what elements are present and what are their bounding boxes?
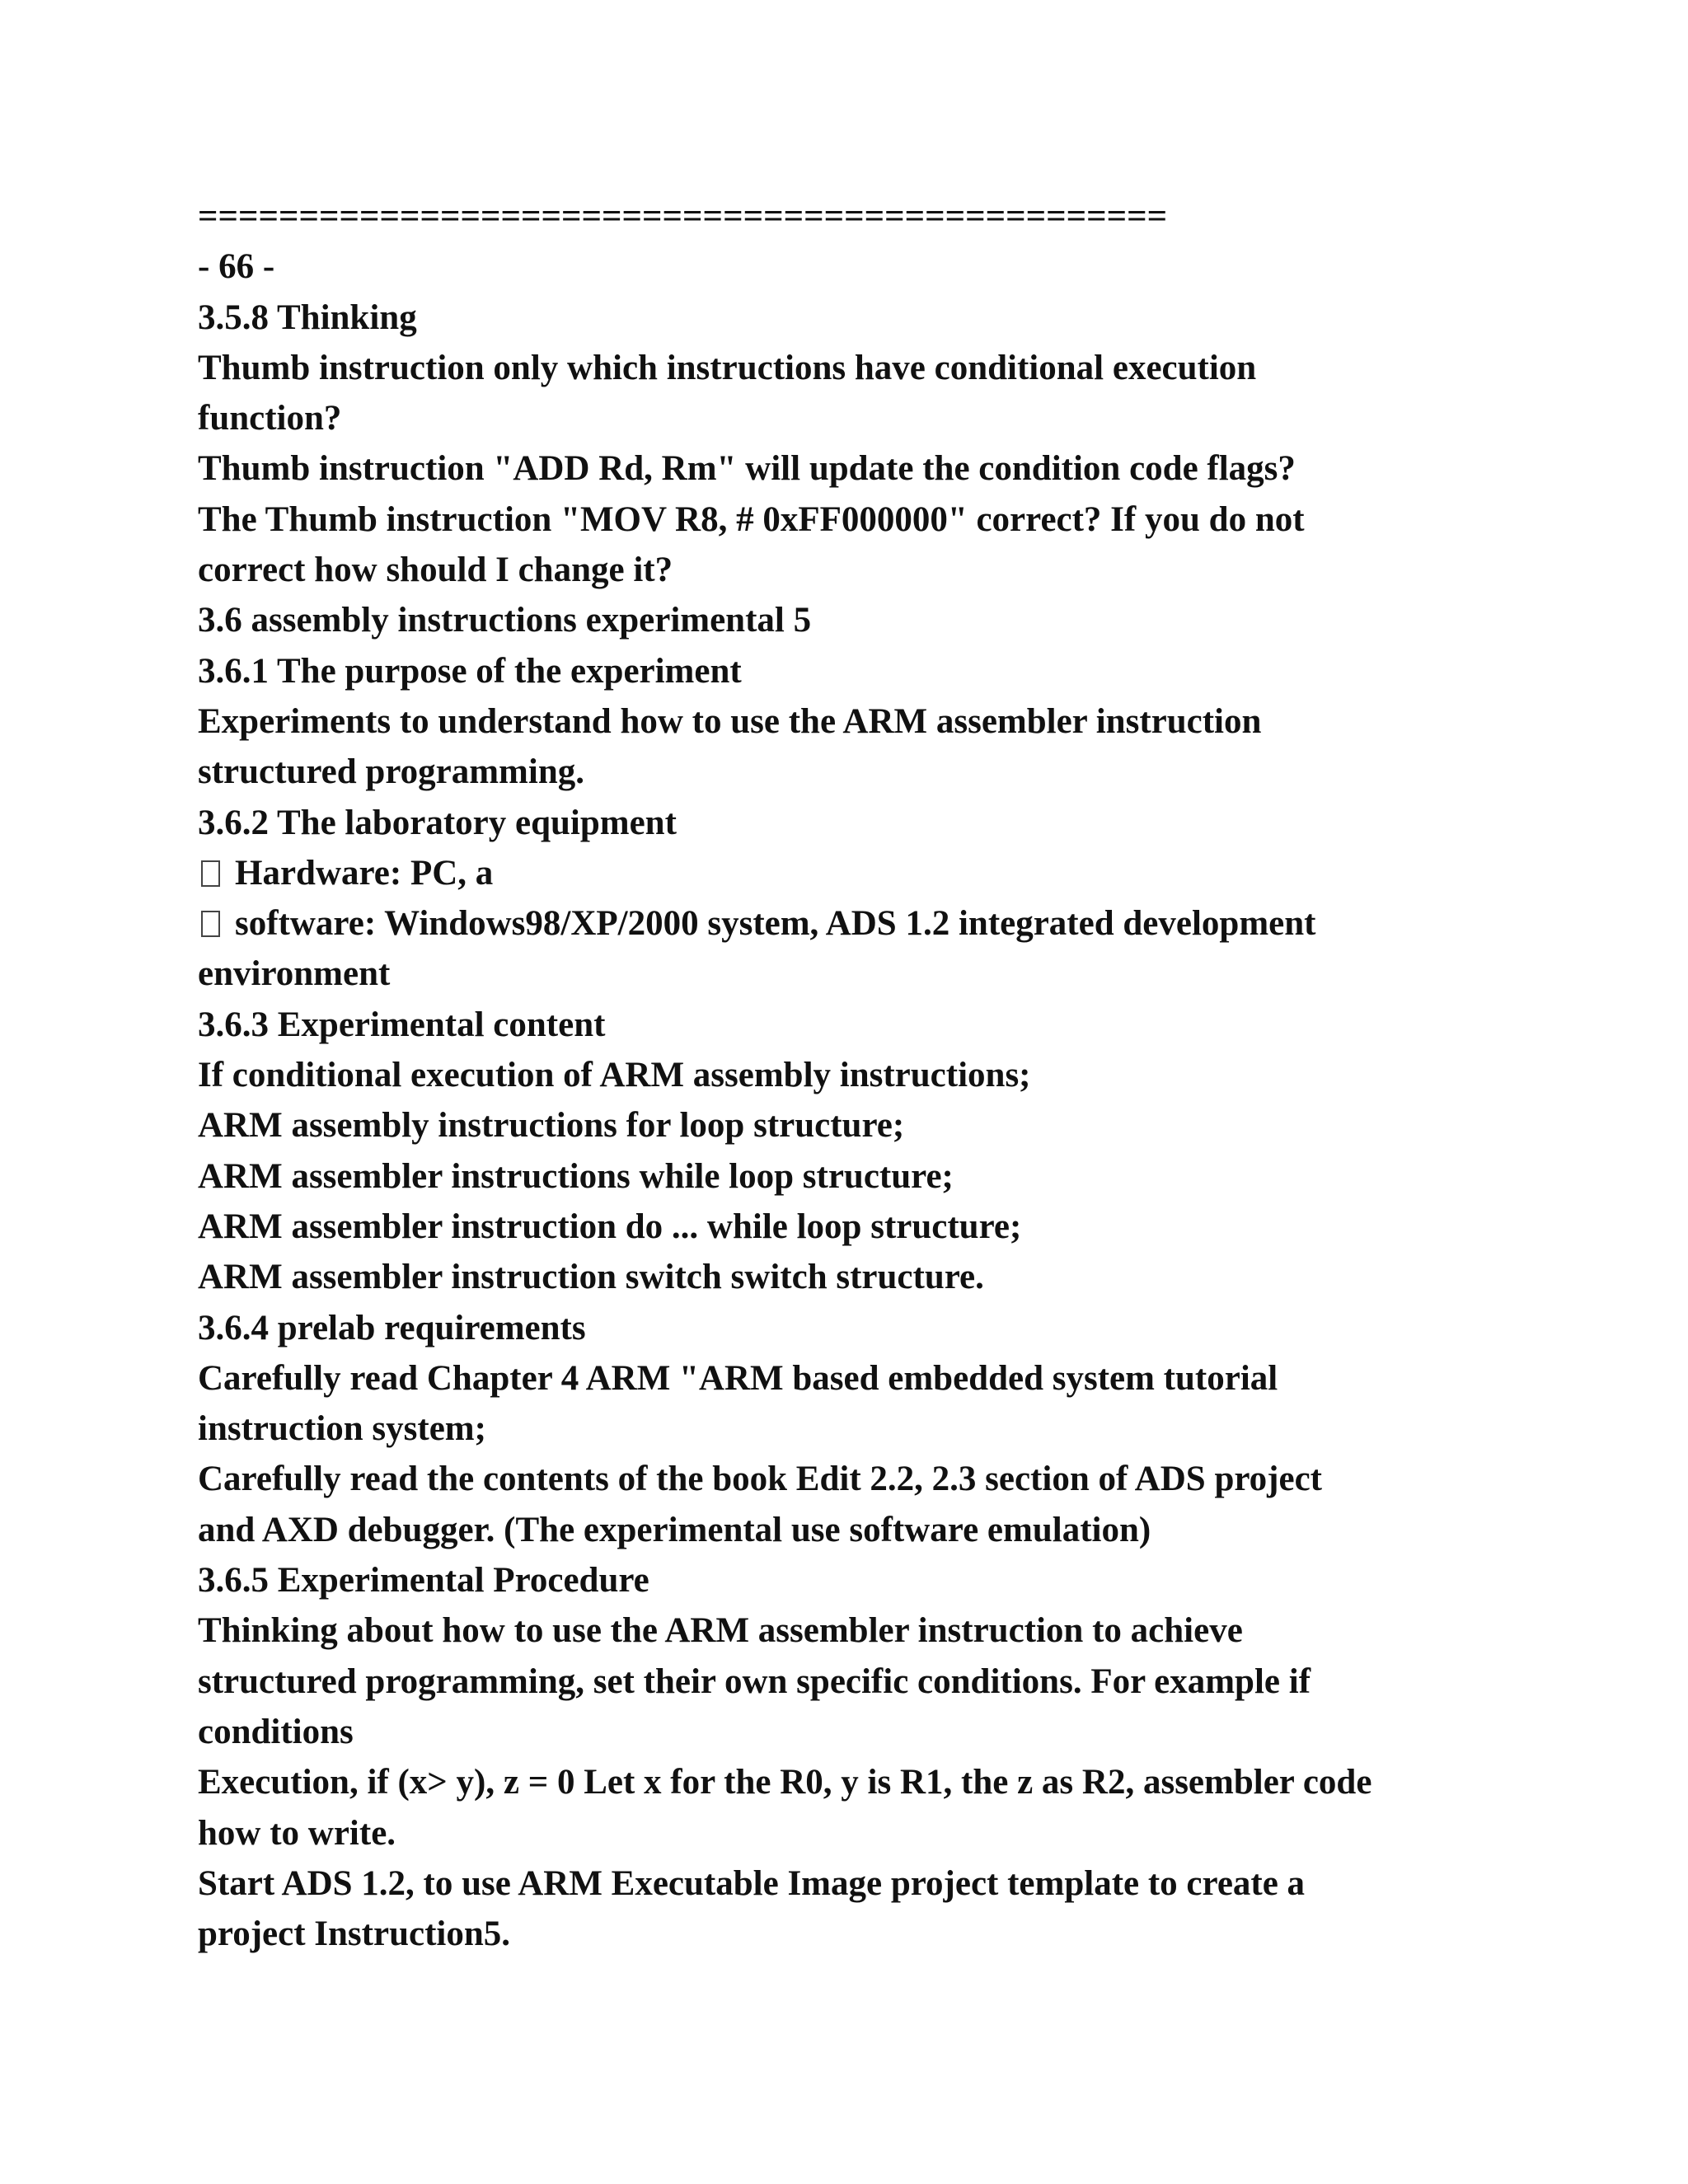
bullet-box-icon bbox=[201, 911, 220, 937]
body-line: how to write. bbox=[198, 1813, 396, 1853]
section-heading-3-6-3: 3.6.3 Experimental content bbox=[198, 1005, 606, 1044]
section-heading-3-6-4: 3.6.4 prelab requirements bbox=[198, 1308, 586, 1347]
body-line: instruction system; bbox=[198, 1409, 486, 1449]
section-heading-3-6-1: 3.6.1 The purpose of the experiment bbox=[198, 651, 742, 691]
body-line: Carefully read the contents of the book Edit 2.2, 2.3 section of ADS project bbox=[198, 1460, 1322, 1499]
body-line: environment bbox=[198, 954, 391, 994]
bullet-item-software bbox=[198, 898, 1533, 949]
bullet-text: software: Windows98/XP/2000 system, ADS 1.2 integrated development bbox=[235, 904, 1316, 944]
section-heading-3-6-2: 3.6.2 The laboratory equipment bbox=[198, 803, 677, 842]
body-line: ARM assembly instructions for loop structure; bbox=[198, 1106, 905, 1146]
bullet-item-hardware bbox=[198, 848, 1533, 898]
body-line: ARM assembler instruction do ... while loop structure; bbox=[198, 1207, 1022, 1246]
body-line: project Instruction5. bbox=[198, 1915, 511, 1954]
body-line: Carefully read Chapter 4 ARM "ARM based embedded system tutorial bbox=[198, 1358, 1278, 1398]
body-line: Start ADS 1.2, to use ARM Executable Image project template to create a bbox=[198, 1863, 1306, 1903]
body-line: Thumb instruction "ADD Rd, Rm" will update the condition code flags? bbox=[198, 449, 1296, 489]
body-line: structured programming, set their own specific conditions. For example if bbox=[198, 1661, 1311, 1701]
body-line: If conditional execution of ARM assembly instructions; bbox=[198, 1056, 1031, 1095]
body-line: function? bbox=[198, 399, 342, 438]
body-line: The Thumb instruction "MOV R8, # 0xFF000000" correct? If you do not bbox=[198, 499, 1305, 539]
body-line: ARM assembler instruction switch switch structure. bbox=[198, 1258, 984, 1297]
body-line: correct how should I change it? bbox=[198, 551, 673, 590]
document-page bbox=[198, 191, 1533, 1959]
section-heading-3-5-8: 3.5.8 Thinking bbox=[198, 298, 417, 337]
body-line: Experiments to understand how to use the ARM assembler instruction bbox=[198, 701, 1262, 741]
section-heading-3-6: 3.6 assembly instructions experimental 5 bbox=[198, 601, 812, 640]
bullet-box-icon bbox=[201, 860, 220, 887]
body-line: structured programming. bbox=[198, 752, 584, 792]
section-heading-3-6-5: 3.6.5 Experimental Procedure bbox=[198, 1561, 649, 1601]
body-line: Thinking about how to use the ARM assembler instruction to achieve bbox=[198, 1611, 1243, 1651]
body-line: conditions bbox=[198, 1712, 354, 1751]
body-line: Thumb instruction only which instructions have conditional execution bbox=[198, 348, 1257, 387]
page-number: - 66 - bbox=[198, 247, 275, 287]
body-line: Execution, if (x> y), z = 0 Let x for the R0, y is R1, the z as R2, assembler code bbox=[198, 1763, 1372, 1802]
separator-rule: ================================================ bbox=[198, 197, 1168, 236]
bullet-text: Hardware: PC, a bbox=[235, 853, 494, 893]
body-line: and AXD debugger. (The experimental use software emulation) bbox=[198, 1510, 1151, 1549]
body-line: ARM assembler instructions while loop structure; bbox=[198, 1156, 954, 1196]
